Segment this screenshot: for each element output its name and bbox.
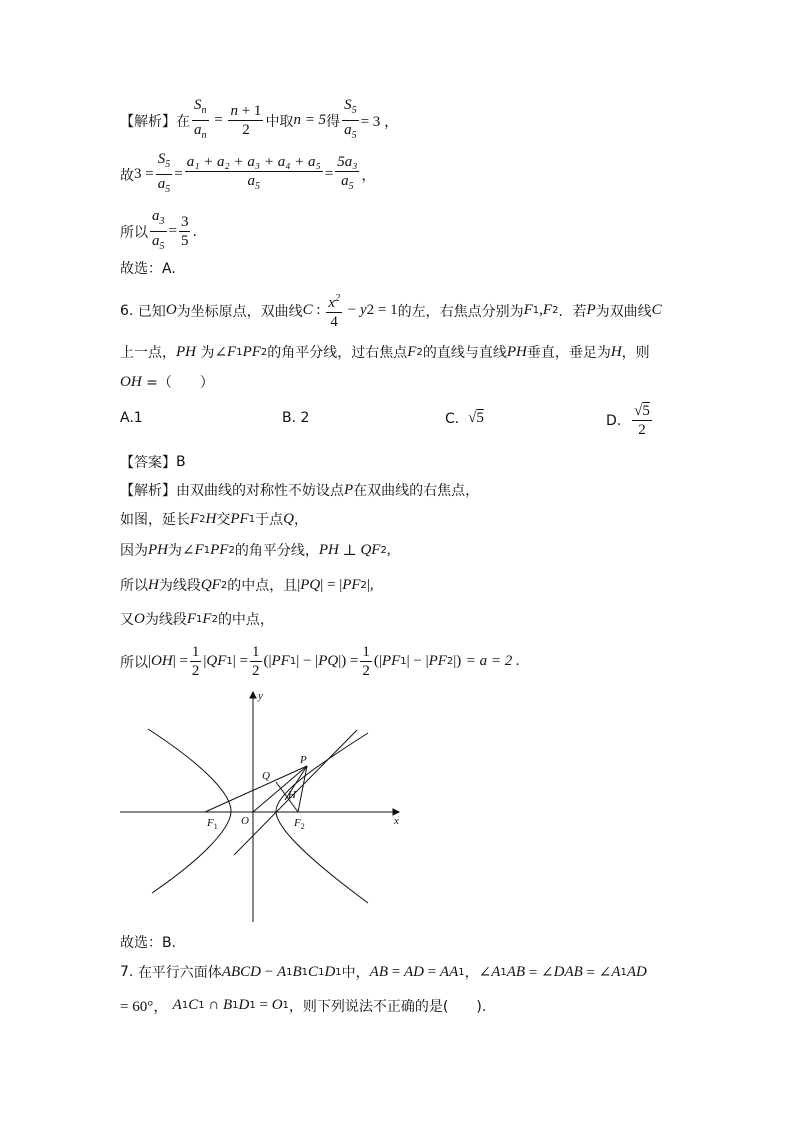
text: 的直线与直线: [422, 345, 507, 361]
text: 的角平分线，: [234, 543, 319, 559]
text: 上一点，: [120, 345, 176, 361]
text: =（ ）: [146, 375, 214, 391]
fraction-x2-4: $\frac{x^2}{4}$: [326, 290, 342, 331]
fraction-5a3-a5: $\frac{\text{5a₃}}{a_5}$: [337, 154, 358, 192]
fraction-sqrt5-2: $\frac{√5}{2}$: [634, 403, 650, 438]
option-c: C. √5: [445, 410, 484, 427]
text: ，: [464, 965, 479, 981]
text: 的左，右焦点分别为: [397, 303, 524, 320]
label-F1: $F_1$: [207, 817, 218, 831]
q6-conclusion: 故选：B.: [120, 935, 177, 951]
text: 中，: [341, 965, 370, 981]
text: 的角平分线，过右焦点: [267, 345, 408, 361]
text: ，: [293, 512, 308, 528]
analysis-label: 【解析】: [120, 113, 176, 130]
text: 为: [200, 345, 215, 361]
text: 为坐标原点，双曲线: [176, 303, 303, 320]
q5-analysis-line3: 所以 $\frac{a_3}{a_5}$ = $\frac{3}{5}$ .: [120, 207, 197, 256]
text: 垂直，垂足为: [526, 345, 611, 361]
text: 所以: [120, 578, 148, 594]
q6-stem-line2: 上一点， PH 为 ∠ F 1 PF 2 的角平分线，过右焦点 F 2 的直线与直线 PH 垂直，垂足为 H ，则: [120, 343, 650, 361]
q5-analysis-line2: 故 3 = $\frac{S_5}{a_5}$ = $\frac{\text{a₁ + a₂ + a₃ + a₄ + a₅}}{a_5}$ = $\frac{\text{5a₃}}{a_5}$ ，: [120, 150, 375, 199]
text: ，则: [621, 345, 650, 361]
text: 在平行六面体: [137, 965, 222, 981]
text: 于点: [255, 512, 284, 528]
text: 故: [120, 167, 134, 184]
math-eq3: = 3 ，: [360, 114, 400, 130]
text: 已知: [137, 303, 166, 320]
q6-solution-line6: 所以 | OH | = $\frac{1}{2}$ | QF 1 | = $\frac{1}{2}$ (| PF 1 | − | PQ |) = $\frac{1}{2}$ (| PF 1 | − | PF 2 |) = a = 2 .: [120, 644, 520, 679]
text: 因为: [120, 543, 148, 559]
answer-value: B: [176, 454, 186, 470]
q6-solution-line2: 如图，延长 F 2 H 交 PF 1 于点 Q ，: [120, 510, 308, 528]
option-d: D. $\frac{√5}{2}$: [606, 403, 650, 438]
text: 如图，延长: [120, 512, 190, 528]
text: ．若: [558, 303, 587, 320]
text: 为线段: [144, 612, 187, 628]
text: 的中点，: [217, 612, 274, 628]
fraction-3-5: $\frac{3}{5}$: [180, 214, 189, 249]
fraction-sn-an: $\frac{S_n}{a_n}$: [194, 97, 207, 141]
option-b: B. 2: [282, 410, 310, 426]
fraction-s5-a5: $\frac{S_5}{a_5}$: [157, 151, 171, 195]
hyperbola-right-branch: [276, 733, 368, 903]
label-y: y: [258, 690, 263, 702]
text: 交: [216, 512, 231, 528]
q7-stem-line2: = 60°， A 1 C 1 ∩ B 1 D 1 = O 1 ，则下列说法不正确的是( ).: [120, 997, 487, 1015]
fraction-s5-a5: $\frac{S_5}{a_5}$: [344, 97, 357, 141]
label-O: O: [241, 815, 249, 827]
text: 在: [176, 113, 190, 130]
label-P: P: [300, 754, 307, 766]
fraction-sum-a5: $\frac{\text{a₁ + a₂ + a₃ + a₄ + a₅}}{a_5}$: [186, 154, 321, 192]
question-number: 6.: [120, 302, 134, 319]
q6-solution-line4: 所以 H 为线段 QF 2 的中点，且 | PQ | = | PF 2 |,: [120, 576, 374, 594]
q6-solution-line5: 又 O 为线段 F 1 F 2 的中点，: [120, 610, 274, 628]
fraction-a3-a5: $\frac{a_3}{a_5}$: [152, 208, 165, 252]
q5-analysis-line1: 【解析】 在 $\frac{S_n}{a_n}$ = $\frac{n + 1}{2}$ 中取 n = 5 得 $\frac{S_5}{a_5}$ = 3 ，: [120, 96, 399, 145]
text: 的中点，且: [227, 578, 298, 594]
text: 所以: [120, 654, 148, 671]
text: ，: [361, 167, 376, 184]
math-result: = a = 2 .: [465, 653, 520, 669]
text: 又: [120, 612, 134, 628]
text: .: [192, 223, 197, 240]
text: 在双曲线的右焦点，: [353, 483, 480, 499]
text: 为线段: [158, 578, 201, 594]
q6-stem-line3: OH =（ ）: [120, 373, 214, 391]
q5-conclusion: 故选：A.: [120, 261, 176, 277]
q6-stem-line1: 6. 已知 O 为坐标原点，双曲线 C : $\frac{x^2}{4}$ − y 2 = 1 的左，右焦点分别为 F 1 , F 2 ．若 P 为双曲线 C: [120, 290, 662, 331]
text: 为: [168, 543, 182, 559]
q7-stem-line1: 7. 在平行六面体 ABCD − A 1 B 1 C 1 D 1 中， AB = AD = AA 1 ， ∠ A 1 AB = ∠ DAB = ∠ A 1 AD: [120, 963, 647, 981]
q6-solution-line3: 因为 PH 为 ∠ F 1 PF 2 的角平分线， PH ⊥ QF 2 ,: [120, 541, 391, 559]
text: = 60°，: [120, 999, 169, 1015]
fraction-n1-2: $\frac{n + 1}{2}$: [230, 103, 262, 138]
label-F2: $F_2$: [294, 817, 305, 831]
label-x: x: [394, 815, 399, 827]
text: 中取: [265, 113, 294, 130]
answer-label: 【答案】: [120, 455, 176, 471]
label-Q: Q: [262, 770, 270, 782]
hyperbola-left-branch: [148, 729, 231, 893]
question-number: 7.: [120, 964, 134, 980]
text: ，则下列说法不正确的是( ).: [288, 998, 487, 1015]
analysis-label: 【解析】: [120, 483, 176, 499]
text: 由双曲线的对称性不妨设点: [176, 483, 344, 499]
q6-solution-line1: 【解析】 由双曲线的对称性不妨设点 P 在双曲线的右焦点，: [120, 481, 480, 499]
text: 所以: [120, 224, 148, 241]
text: 为双曲线: [595, 303, 652, 320]
math-n5: n = 5: [293, 112, 327, 128]
label-H: H: [288, 789, 296, 801]
text: 得: [326, 113, 341, 130]
option-a: A.1: [120, 410, 143, 426]
y-axis-arrow: [250, 692, 256, 698]
